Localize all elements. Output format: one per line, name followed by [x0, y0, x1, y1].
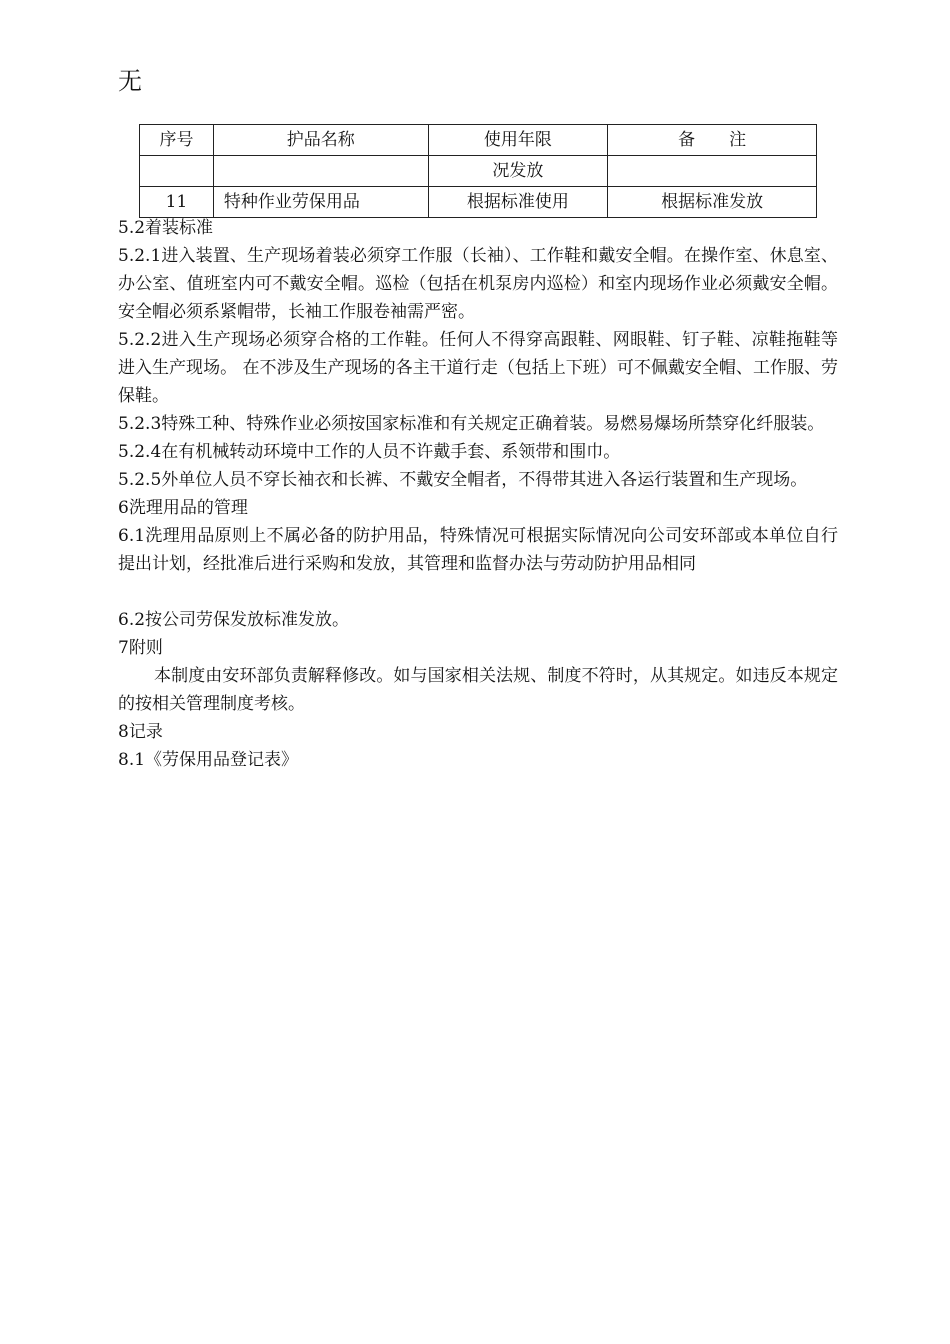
table-row — [140, 187, 817, 218]
top-character: 无 — [118, 67, 142, 95]
table-cell: 11 — [140, 187, 214, 218]
paragraph-5-2-1: 5.2.1进入装置、生产现场着装必须穿工作服（长袖）、工作鞋和戴安全帽。在操作室、休息室、办公室、值班室内可不戴安全帽。巡检（包括在机泵房内巡检）和室内现场作业必须戴安全帽。安全帽必须系紧帽带，长袖工作服卷袖需严密。 — [118, 246, 838, 322]
table-cell — [213, 156, 428, 187]
document-body — [118, 214, 838, 774]
section-heading-6: 6洗理用品的管理 — [118, 498, 248, 518]
paragraph-6-1: 6.1洗理用品原则上不属必备的防护用品，特殊情况可根据实际情况向公司安环部或本单位自行提出计划，经批准后进行采购和发放，其管理和监督办法与劳动防护用品相同 — [118, 526, 838, 574]
protective-items-table — [139, 124, 817, 218]
header-cell-number: 序号 — [140, 125, 214, 156]
table-cell — [140, 156, 214, 187]
table-cell: 根据标准使用 — [428, 187, 608, 218]
table-cell — [608, 156, 817, 187]
table-cell: 特种作业劳保用品 — [213, 187, 428, 218]
paragraph-6-2: 6.2按公司劳保发放标准发放。 — [118, 610, 350, 630]
table-header-row — [140, 125, 817, 156]
paragraph-7-body: 本制度由安环部负责解释修改。如与国家相关法规、制度不符时，从其规定。如违反本规定的按相关管理制度考核。 — [118, 666, 838, 714]
section-heading-7: 7附则 — [118, 638, 163, 658]
paragraph-5-2-4: 5.2.4在有机械转动环境中工作的人员不许戴手套、系领带和围巾。 — [118, 442, 621, 462]
paragraph-5-2-3: 5.2.3特殊工种、特殊作业必须按国家标准和有关规定正确着装。易燃易爆场所禁穿化纤服装。 — [118, 414, 825, 434]
table-row — [140, 156, 817, 187]
header-cell-service-life: 使用年限 — [428, 125, 608, 156]
header-cell-remarks: 备 注 — [608, 125, 817, 156]
paragraph-5-2-2: 5.2.2进入生产现场必须穿合格的工作鞋。任何人不得穿高跟鞋、网眼鞋、钉子鞋、凉鞋拖鞋等进入生产现场。 在不涉及生产现场的各主干道行走（包括上下班）可不佩戴安全帽、工作服、劳保鞋。 — [118, 330, 838, 406]
header-cell-item-name: 护品名称 — [213, 125, 428, 156]
section-heading-5-2: 5.2着装标准 — [118, 218, 214, 238]
table-cell: 根据标准发放 — [608, 187, 817, 218]
paragraph-5-2-5: 5.2.5外单位人员不穿长袖衣和长裤、不戴安全帽者，不得带其进入各运行装置和生产现场。 — [118, 470, 808, 490]
table-cell: 况发放 — [428, 156, 608, 187]
paragraph-8-1: 8.1《劳保用品登记表》 — [118, 750, 299, 770]
section-heading-8: 8记录 — [118, 722, 163, 742]
blank-line — [118, 578, 838, 606]
